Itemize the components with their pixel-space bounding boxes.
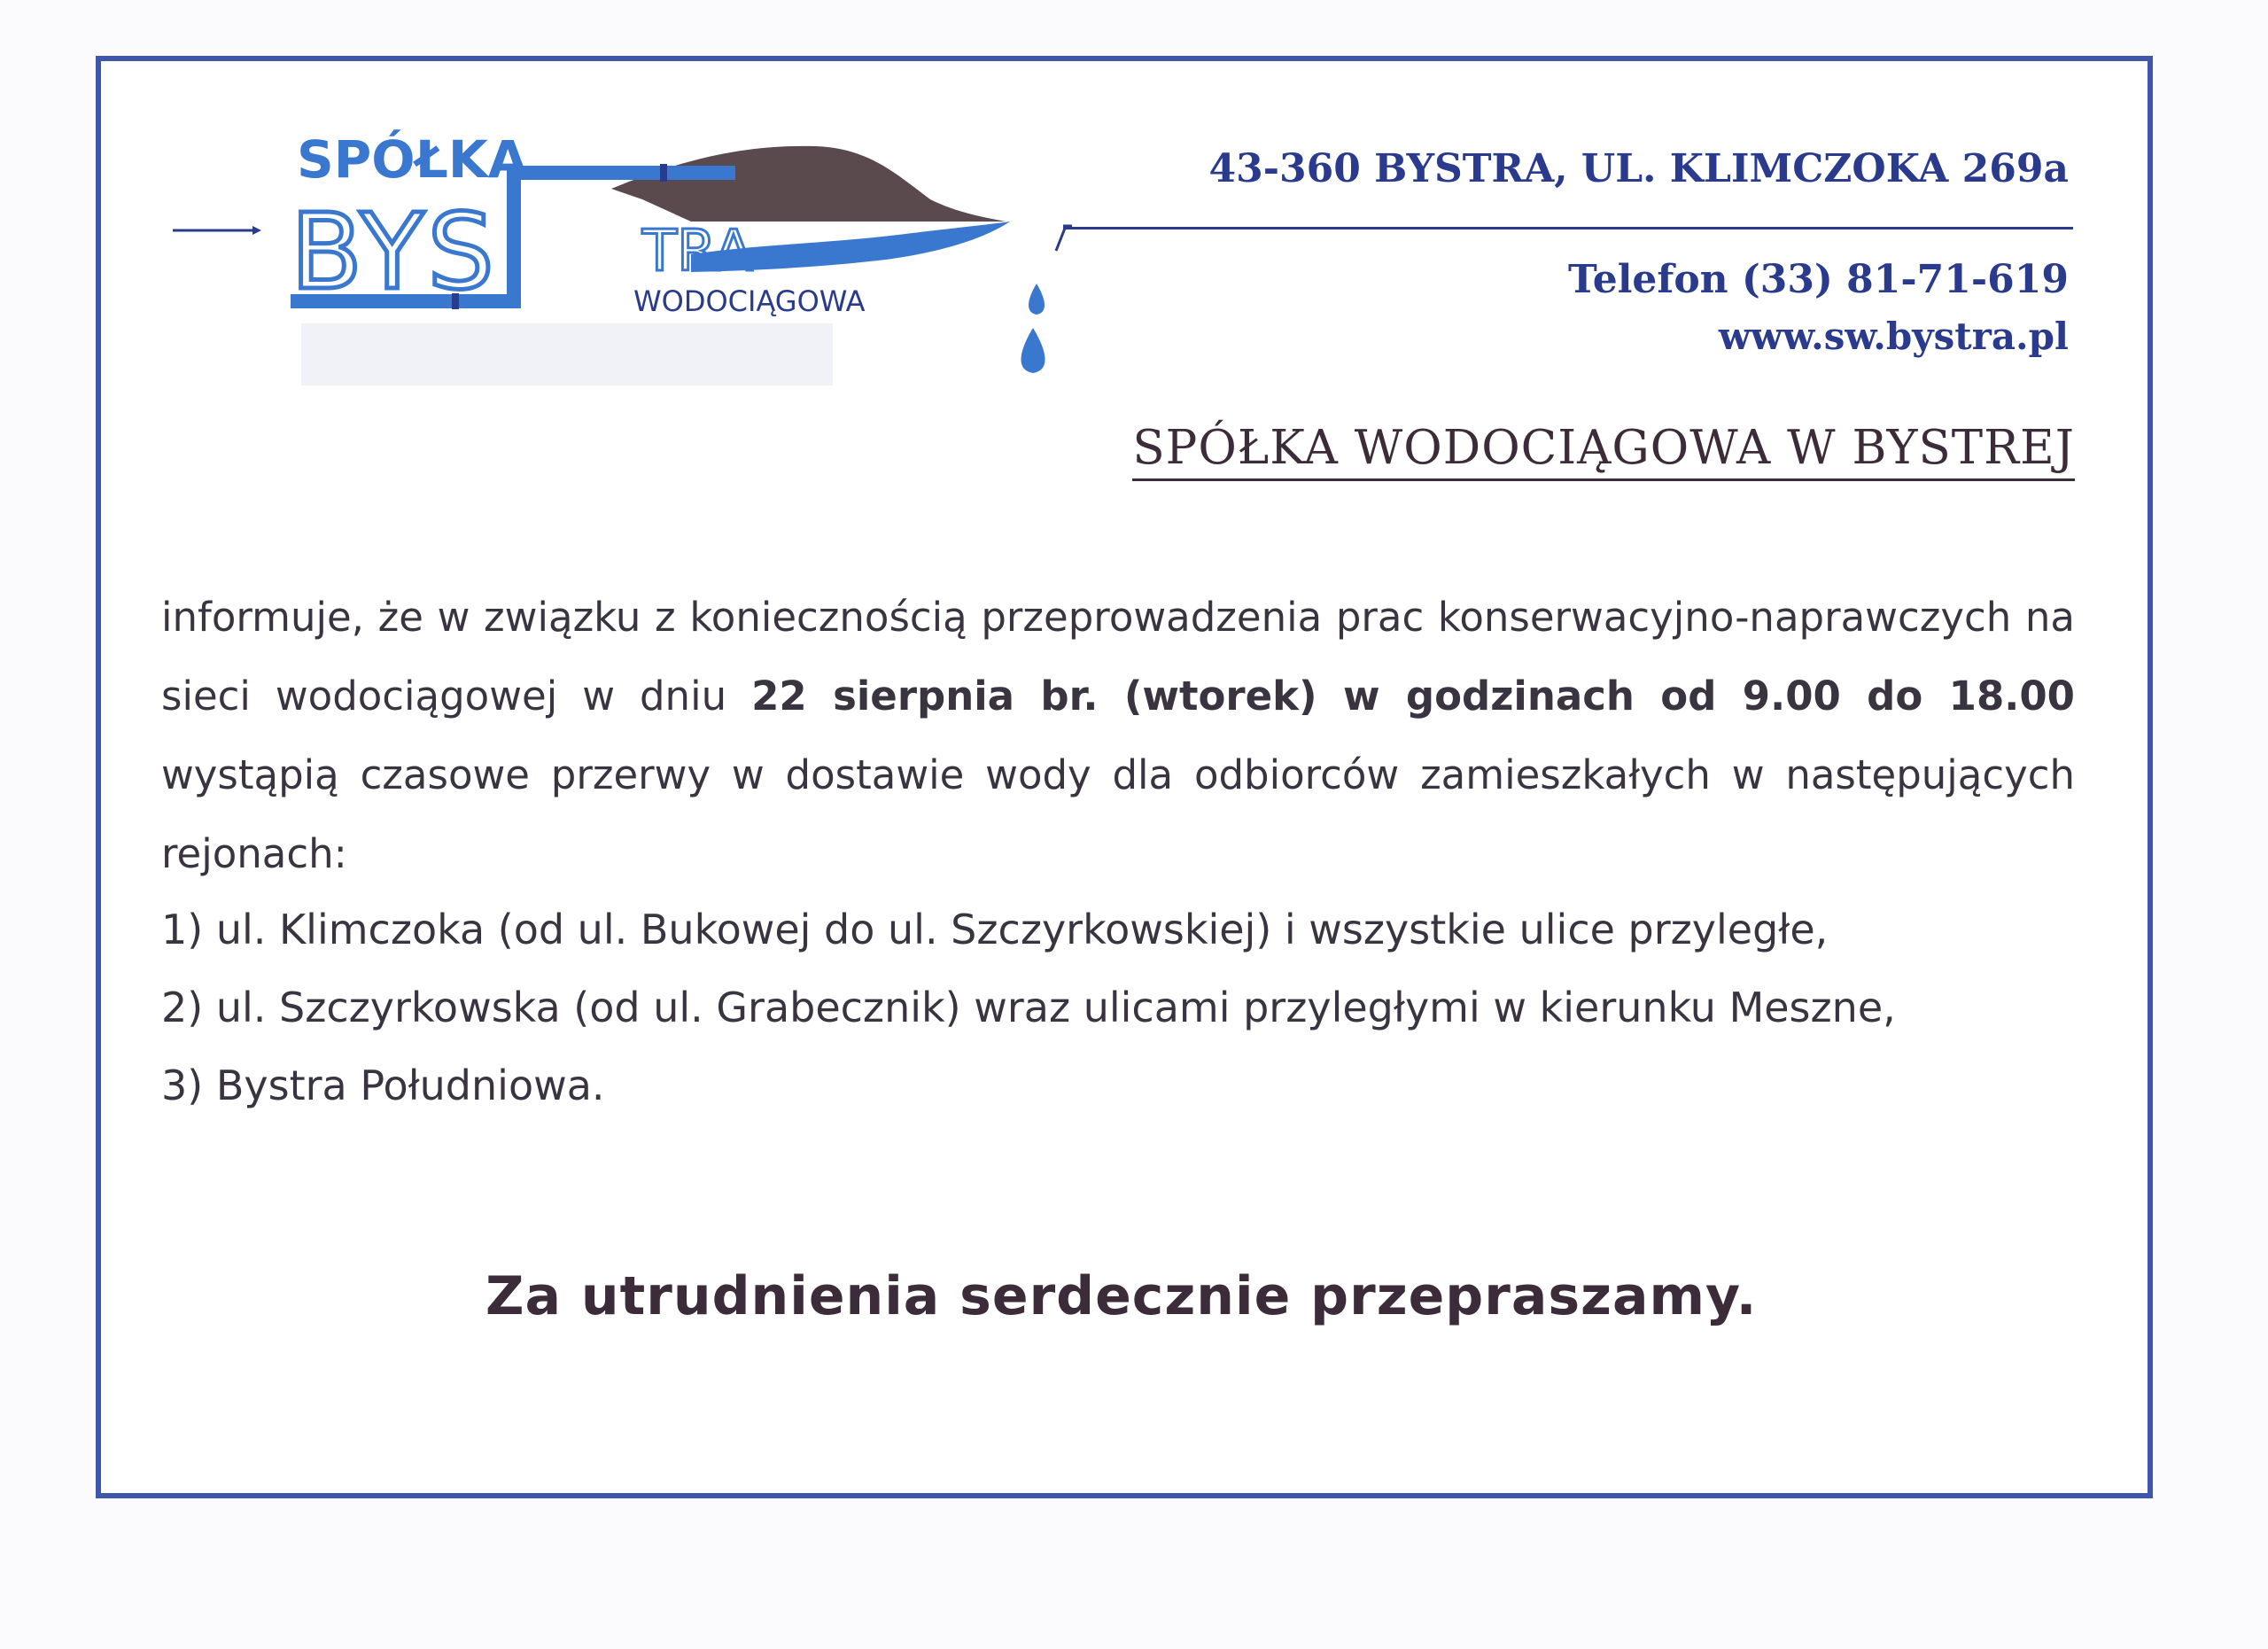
logo-top-text: SPÓŁKA bbox=[297, 129, 528, 190]
company-address: 43-360 BYSTRA, UL. KLIMCZOKA 269a bbox=[1208, 146, 2069, 191]
notice-date: 22 sierpnia br. (wtorek) w godzinach od 9.00 do 18.00 bbox=[751, 673, 2075, 719]
address-divider bbox=[1063, 227, 2073, 229]
affected-areas-list bbox=[161, 891, 2075, 1124]
company-phone: Telefon (33) 81-71-619 bbox=[1568, 257, 2069, 302]
logo-main-text-2: TRA bbox=[642, 219, 753, 284]
company-website[interactable]: www.sw.bystra.pl bbox=[1718, 315, 2069, 358]
company-logo bbox=[159, 111, 1090, 403]
notice-paragraph bbox=[161, 578, 2075, 893]
logo-bottom-text: WODOCIĄGOWA bbox=[633, 284, 866, 318]
list-item: 3) Bystra Południowa. bbox=[161, 1062, 605, 1109]
list-item: 2) ul. Szczyrkowska (od ul. Grabecznik) wraz ulicami przyległymi w kierunku Meszne, bbox=[161, 984, 1896, 1031]
notice-intro-2: wystąpią czasowe przerwy w dostawie wody dla odbiorców zamieszkałych w następujących rejonach: bbox=[161, 751, 2075, 877]
company-title: SPÓŁKA WODOCIĄGOWA W BYSTREJ bbox=[1132, 421, 2075, 481]
list-item: 1) ul. Klimczoka (od ul. Bukowej do ul. Szczyrkowskiej) i wszystkie ulice przyległe, bbox=[161, 906, 1829, 953]
closing-apology: Za utrudnienia serdecznie przepraszamy. bbox=[485, 1265, 1758, 1327]
logo-main-text-1: BYS bbox=[291, 191, 498, 313]
notice-intro-1: informuje, że w związku z koniecznością przeprowadzenia prac konserwacyjno-naprawczych na sieci wodociągowej w dniu bbox=[161, 594, 2075, 719]
